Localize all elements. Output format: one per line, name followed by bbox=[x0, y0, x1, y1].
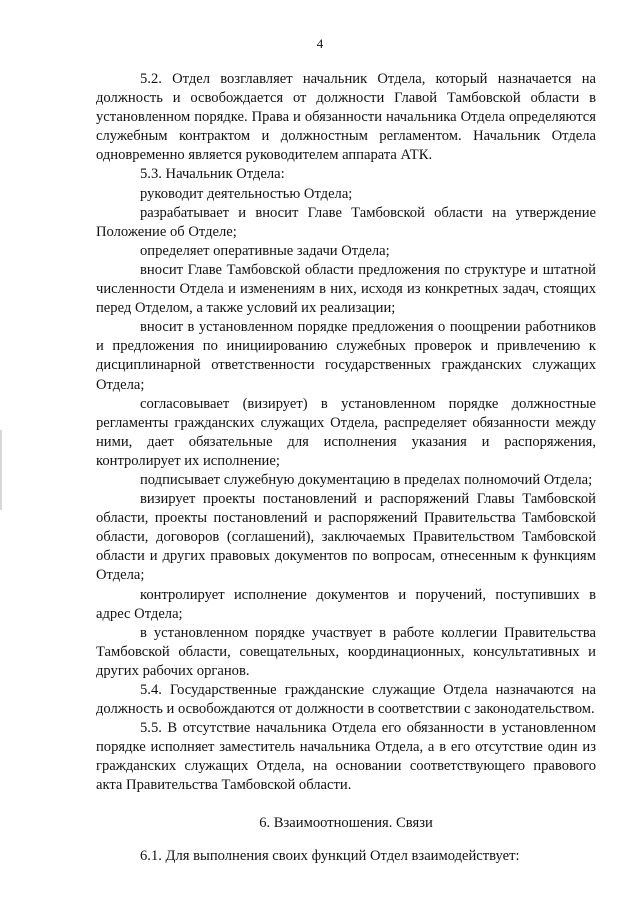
paragraph-5-4: 5.4. Государственные гражданские служащие Отдела назначаются на должность и освобождаются от должности в соответствии с законодательством. bbox=[96, 682, 596, 718]
duty-item: руководит деятельностью Отдела; bbox=[140, 185, 353, 202]
duty-item: вносит в установленном порядке предложения о поощрении работников и предложения по инициированию служебных проверок и привлечению к дисциплинарной ответственности государственных гражданских служащих Отдела; bbox=[96, 319, 596, 393]
duty-item: визирует проекты постановлений и распоряжений Главы Тамбовской области, проекты постановлений и распоряжений Правительства Тамбовской области, договоров (соглашений), заключаемых Правительством Тамбовской области и других правовых документов по вопросам, отнесенным к функциям Отдела; bbox=[96, 491, 596, 584]
document-body bbox=[96, 70, 596, 866]
duty-item: согласовывает (визирует) в установленном порядке должностные регламенты гражданских служащих Отдела, распределяет обязанности между ними, дает обязательные для исполнения указания и распоряжения, контролирует их исполнение; bbox=[96, 395, 596, 469]
duty-item: контролирует исполнение документов и поручений, поступивших в адрес Отдела; bbox=[96, 586, 596, 622]
duty-item: в установленном порядке участвует в работе коллегии Правительства Тамбовской области, совещательных, координационных, консультативных и других рабочих органов. bbox=[96, 624, 596, 679]
page-number: 4 bbox=[316, 36, 324, 51]
duty-item: вносит Главе Тамбовской области предложения по структуре и штатной численности Отдела и изменениям в них, исходя из конкретных задач, стоящих перед Отделом, а также условий их реализации; bbox=[96, 261, 596, 317]
paragraph-6-1: 6.1. Для выполнения своих функций Отдел взаимодействует: bbox=[140, 847, 520, 864]
paragraph-5-3: 5.3. Начальник Отдела: bbox=[140, 166, 285, 183]
paragraph-5-2: 5.2. Отдел возглавляет начальник Отдела, который назначается на должность и освобождается от должности Главой Тамбовской области в установленном порядке. Права и обязанности начальника Отдела определяются служебным контрактом и должностным регламентом. Начальник Отдела одновременно является руководителем аппарата АТК. bbox=[96, 71, 596, 164]
scan-edge-mark bbox=[0, 430, 2, 510]
paragraph-5-5: 5.5. В отсутствие начальника Отдела его обязанности в установленном порядке исполняет заместитель начальника Отдела, а в его отсутствие один из гражданских служащих Отдела, на основании соответствующего правового акта Правительства Тамбовской области. bbox=[96, 720, 596, 794]
duty-item: определяет оперативные задачи Отдела; bbox=[140, 242, 390, 259]
section-heading: 6. Взаимоотношения. Связи bbox=[259, 814, 433, 831]
duty-item: разрабатывает и вносит Главе Тамбовской области на утверждение Положение об Отделе; bbox=[96, 204, 596, 240]
duty-item: подписывает служебную документацию в пределах полномочий Отдела; bbox=[140, 471, 593, 488]
